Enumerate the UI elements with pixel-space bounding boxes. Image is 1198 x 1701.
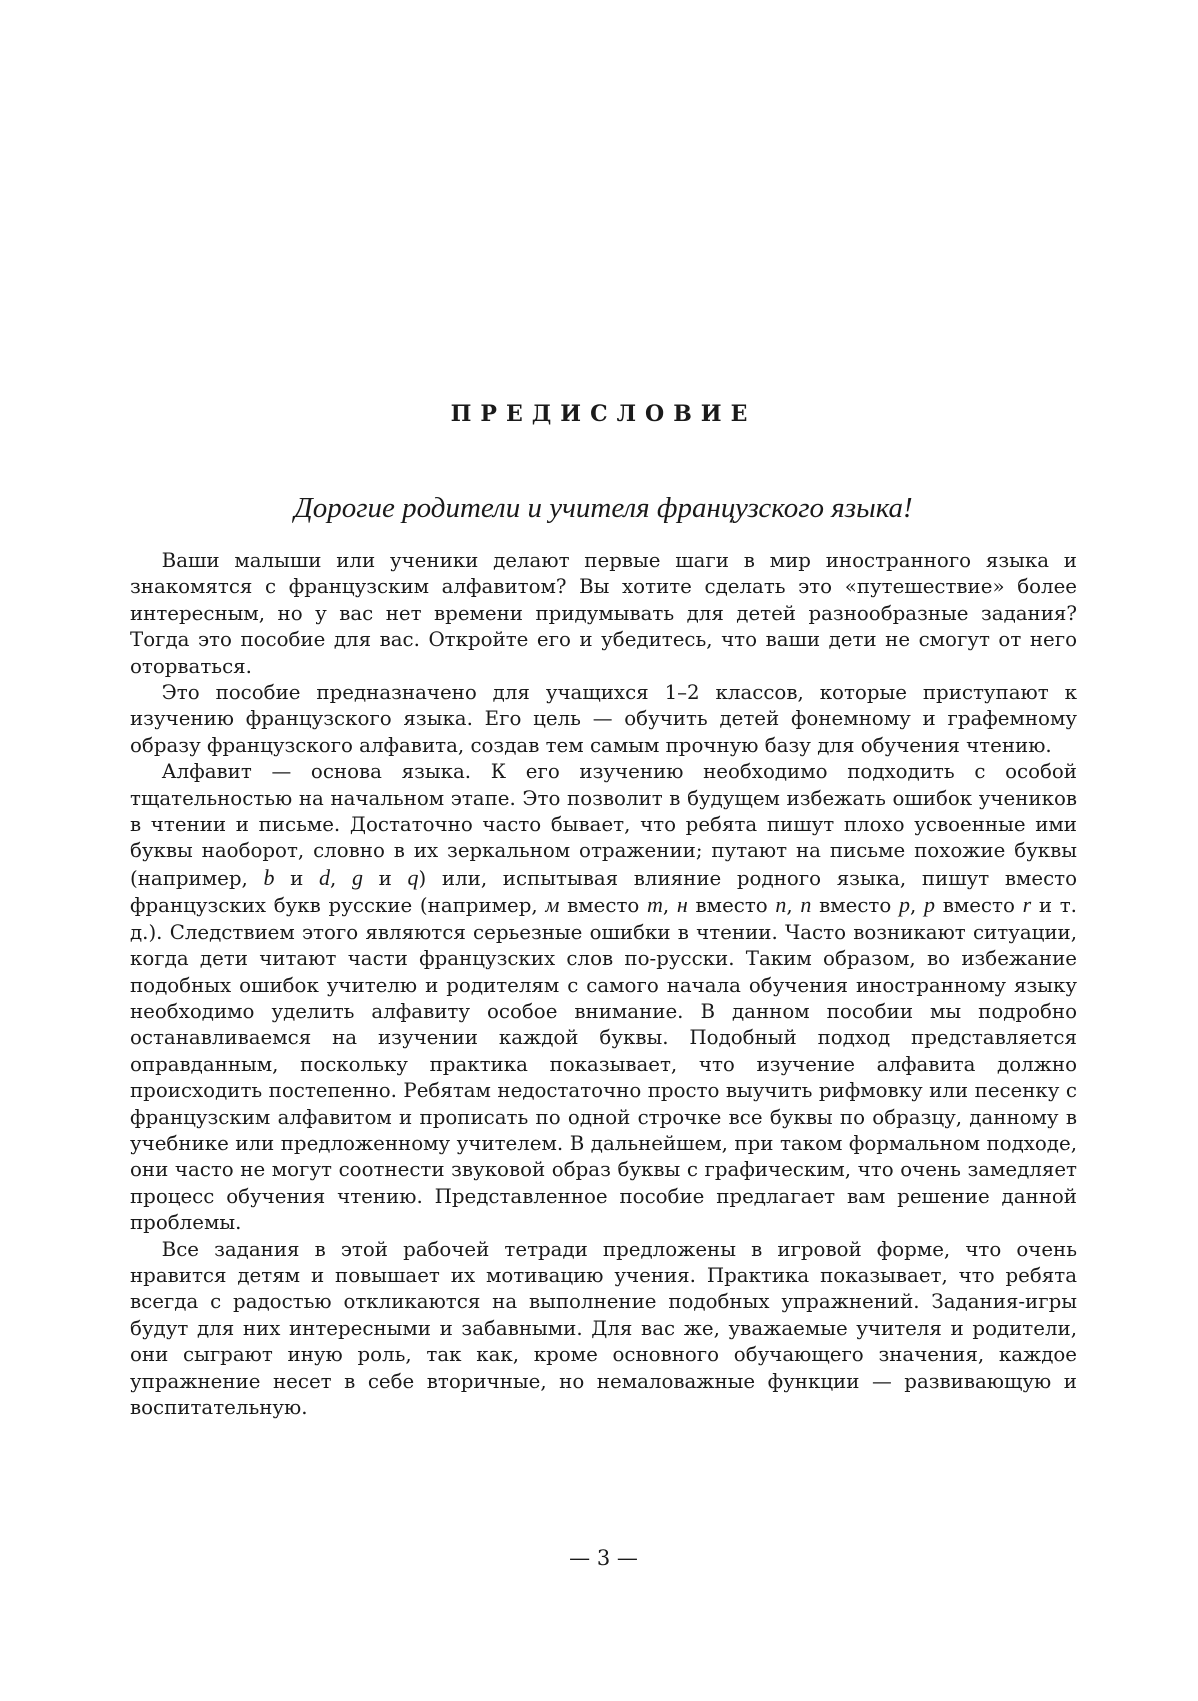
letter-example: d	[319, 864, 330, 890]
text-run: вместо	[559, 894, 648, 918]
letter-example: п	[800, 892, 812, 918]
text-run: вместо	[811, 894, 899, 918]
letter-example: p	[899, 892, 910, 918]
text-run: вместо	[935, 894, 1023, 918]
paragraph: Ваши малыши или ученики делают первые шаги в мир иностранного языка и знакомятся с французским алфавитом? Вы хотите сделать это «путешествие» более интересным, но у вас нет времени придумывать для детей разнообразные задания? Тогда это пособие для вас. Откройте его и убедитесь, что ваши дети не смогут от него оторваться.	[130, 549, 1077, 678]
text-run: и	[274, 866, 319, 890]
text-run: и т. д.). Следствием этого являются серьезные ошибки в чтении. Часто возникают ситуации, когда дети читают части французских слов по-русски. Таким образом, во избежание подобных ошибок учителю и родителям с самого начала обучения иностранному языку необходимо уделить алфавиту особое внимание. В данном пособии мы подробно останавливаемся на изучении каждой буквы. Подобный подход представляется оправданным, поскольку практика показывает, что изучение алфавита должно происходить постепенно. Ребятам недостаточно просто выучить рифмовку или песенку с французским алфавитом и прописать по одной строчке все буквы по образцу, данному в учебнике или предложенному учителем. В дальнейшем, при таком формальном подходе, они часто не могут соотнести звуковой образ буквы с графическим, что очень замедляет процесс обучения чтению. Представленное пособие предлагает вам решение данной проблемы.	[130, 894, 1077, 1235]
letter-example: р	[924, 892, 935, 918]
letter-example: g	[351, 864, 363, 890]
text-run: ) или, испытывая влияние родного языка, пишут вместо французских букв русские (например,	[130, 866, 1078, 918]
preface-body	[130, 548, 1077, 1421]
letter-example: q	[407, 864, 419, 890]
letter-example: r	[1022, 892, 1032, 918]
letter-example: m	[647, 892, 663, 918]
text-run: ,	[786, 894, 801, 918]
letter-example: н	[676, 892, 688, 918]
document-page	[130, 0, 1077, 1701]
text-run: Алфавит — основа языка. К его изучению необходимо подходить с особой тщательностью на начальном этапе. Это позволит в будущем избежать ошибок учеников в чтении и письме. Достаточно часто бывает, что ребята пишут плохо усвоенные ими буквы наоборот, словно в их зеркальном отражении; путают на письме похожие буквы (например,	[130, 760, 1077, 890]
letter-example: n	[775, 892, 787, 918]
paragraph: Это пособие предназначено для учащихся 1–2 классов, которые приступают к изучению французского языка. Его цель — обучить детей фонемному и графемному образу французского алфавита, создав тем самым прочную базу для обучения чтению.	[130, 681, 1077, 757]
letter-example: b	[263, 864, 275, 890]
text-run: и	[362, 866, 408, 890]
text-run: ,	[910, 894, 924, 918]
text-run: вместо	[687, 894, 776, 918]
paragraph	[130, 759, 1077, 1236]
letter-example: м	[545, 892, 560, 918]
paragraph: Все задания в этой рабочей тетради предложены в игровой форме, что очень нравится детям и повышает их мотивацию учения. Практика показывает, что ребята всегда с радостью откликаются на выполнение подобных упражнений. Задания-игры будут для них интересными и забавными. Для вас же, уважаемые учителя и родители, они сыграют иную роль, так как, кроме основного обучающего значения, каждое упражнение несет в себе вторичные, но немаловажные функции — развивающую и воспитательную.	[130, 1237, 1077, 1419]
page-number: — 3 —	[569, 1546, 638, 1570]
page-title: ПРЕДИСЛОВИЕ	[450, 401, 757, 427]
text-run: ,	[662, 894, 677, 918]
text-run: ,	[330, 866, 352, 890]
salutation: Дорогие родители и учителя французского языка!	[294, 492, 913, 524]
